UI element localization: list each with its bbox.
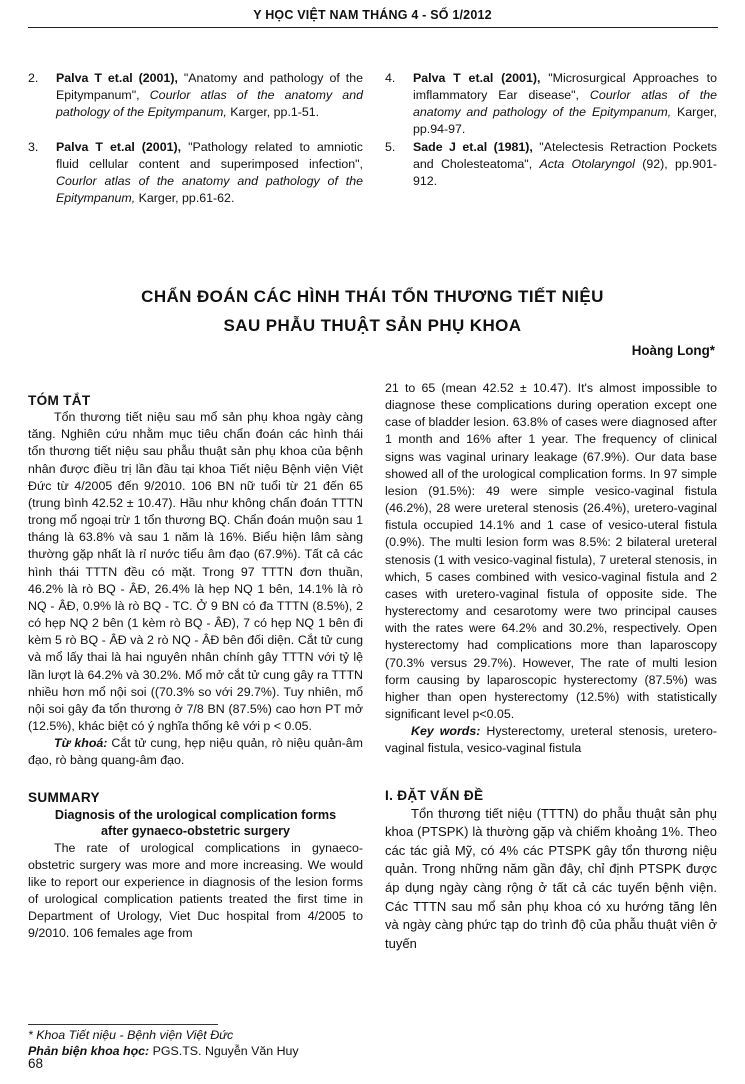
- reference-author: Palva T et.al (2001),: [56, 140, 182, 154]
- reference-journal: Courlor atlas of the anatomy and pathology of the Epitympanum,: [56, 174, 363, 206]
- abstract-heading: TÓM TẮT: [28, 393, 91, 408]
- keywords-text: Hysterectomy, ureteral stenosis, uretero-vaginal fistula, vesico-vaginal fistula: [385, 724, 717, 756]
- keywords-label: Từ khoá:: [54, 736, 108, 751]
- page-number: 68: [28, 1056, 44, 1071]
- summary-keywords: [385, 723, 717, 757]
- summary-subtitle-line-2: after gynaeco-obstetric surgery: [101, 824, 290, 839]
- article-title-line-2: SAU PHẪU THUẬT SẢN PHỤ KHOA: [223, 316, 522, 335]
- left-column: [28, 392, 363, 943]
- abstract-keywords: [28, 735, 363, 769]
- reference-pages: Karger, pp.61-62.: [135, 191, 235, 206]
- footnote-affiliation: * Khoa Tiết niệu - Bệnh viện Việt Đức: [28, 1028, 234, 1042]
- running-head: Y HỌC VIỆT NAM THÁNG 4 - SỐ 1/2012: [253, 8, 492, 22]
- reference-author: Sade J et.al (1981),: [413, 140, 533, 154]
- article-title-line-1: CHẨN ĐOÁN CÁC HÌNH THÁI TỔN THƯƠNG TIẾT NIỆU: [141, 287, 604, 306]
- abstract-body: Tổn thương tiết niệu sau mổ sản phụ khoa ngày càng tăng. Nghiên cứu nhằm mục tiêu chẩn đoán các hình thái tổn thương tiết niệu sau phẫu thuật sản phụ khoa của bệnh nhân được điều trị lần đầu tại khoa Tiết niệu Bệnh viện Việt Đức từ 4/2005 đến 9/2010. 106 BN nữ tuổi từ 21 đến 65 (trung bình 42.52 ± 10.47). Hầu như không chẩn đoán TTTN trong mổ ngoại trừ 1 tổn thương BQ. Chẩn đoán muộn sau 1 tháng là 63.8% và sau 1 năm là 16%. Biểu hiện lâm sàng thường gặp nhất là rỉ nước tiểu âm đạo (67.9%). Tất cả các hình thái TTTN đều có mặt. Trong 97 TTTN đơn thuần, 46.2% là rò BQ - ÂĐ, 26.4% là hẹp NQ 1 bên, 14.1% là rò NQ - ÂĐ, 0.9% là rò BQ - TC. Ở 9 BN có đa TTTN (8.5%), 2 có hẹp NQ 2 bên (1 kèm rò BQ - ÂĐ), 7 có hẹp NQ 1 bên đi kèm 5 rò BQ - ÂĐ và 2 rò NQ - ÂĐ bên đối diện. Cắt tử cung và mổ lấy thai là hai nguyên nhân chính gây TTTN với tỷ lệ lần lượt là 64.2% và 30.2%. Mổ mở cắt tử cung gây ra TTTN nhiều hơn mổ nội soi ((70.3% so với 29.7%). Tuy nhiên, mổ nội soi gây đa tổn thương ở 7/8 BN (87.5%) cao hơn PT mở (12.5%), khác biệt có ý nghĩa thống kê với p < 0.05.: [28, 410, 363, 733]
- reference-journal: Courlor atlas of the anatomy and pathology of the Epitympanum,: [413, 88, 718, 120]
- reference-number: 2.: [28, 71, 39, 85]
- reference-title: "Atelectesis Retraction Pockets and Cholesteatoma",: [413, 140, 718, 172]
- reference-journal: Courlor atlas of the anatomy and pathology of the Epitympanum,: [56, 88, 363, 120]
- keywords-label: Key words:: [411, 724, 481, 739]
- article-author: Hoàng Long*: [631, 343, 715, 358]
- intro-heading: I. ĐẶT VẤN ĐỀ: [385, 788, 484, 804]
- reference-item: [28, 139, 363, 207]
- reference-title: "Microsurgical Approaches to imflammatory Ear disease",: [413, 71, 717, 103]
- reference-number: 4.: [385, 71, 396, 85]
- reference-author: Palva T et.al (2001),: [413, 71, 541, 85]
- reviewer-name: PGS.TS. Nguyễn Văn Huy: [149, 1044, 299, 1058]
- reference-number: 5.: [385, 140, 396, 154]
- summary-body-left: The rate of urological complications in gynaeco-obstetric surgery was more and more increasing. We would like to report our experience in diagnosis of the lesion forms of urological complication patients treated the first time in Department of Urology, Viet Duc hospital from 4/2005 to 9/2010. 106 females age from: [28, 840, 363, 941]
- intro-body: Tổn thương tiết niệu (TTTN) do phẫu thuật sản phụ khoa (PTSPK) là thường gặp và chiếm khoảng 1%. Theo các tác giả Mỹ, có 4% các PTSPK gây tổn thương niệu quản. Trong những năm gần đây, chỉ định PTSPK được áp dụng ngày càng rộng ở tất cả các tuyến bệnh viện. Các TTTN sau mổ sản phụ khoa có xu hướng tăng lên và ngày càng phức tạp do trình độ của phẫu thuật viên ở tuyến: [385, 805, 717, 951]
- reference-pages: Karger, pp.1-51.: [226, 105, 320, 120]
- footnote-reviewer: [28, 1044, 299, 1058]
- reference-author: Palva T et.al (2001),: [56, 71, 178, 85]
- header-rule: [28, 27, 718, 28]
- reference-item: [385, 139, 717, 190]
- reference-pages: (92), pp.901-912.: [413, 157, 717, 189]
- reference-number: 3.: [28, 140, 39, 154]
- reference-pages: Karger, pp.94-97.: [413, 105, 717, 137]
- summary-subtitle-line-1: Diagnosis of the urological complication forms: [54, 807, 337, 822]
- summary-body-right: 21 to 65 (mean 42.52 ± 10.47). It's almost impossible to diagnose these complications during operation except one case of bladder lesion. 63.8% of cases were diagnosed after 1 month and 16% after 1 year. The frequency of clinical signs was vaginal urinary leakage (67.9%). Our data base showed all of the urological complication forms. In 97 simple lesion (91.5%): 49 were simple vesico-vaginal fistula (46.2%), 28 were ureteral stenosis (26.4%), uretero-vaginal fistula occupied 14.1% and 1 case of vesico-uteral fistula (0.9%). The multi lesion form was 8.5%: 2 bilateral ureteral stenosis (1 with vesico-vaginal fistula), 7 ureteral stenosis, in which, 5 cases combined with vesico-vaginal fistula and 2 cases with uretero-vaginal fistula of opposite side. The hysterectomy and cesarotomy were two principal causes with the rates were 64.2% and 30.2%, respectively. Open hysterectomy had complications more than laparoscopy (70.3% versus 29.7%). However, The rate of multi lesion form causing by laparoscopic hysterectomy (87.5%) was higher than open hysterectomy (12.5%) with statistically significant level p<0.05.: [385, 381, 717, 721]
- reference-title: "Pathology related to amniotic fluid cellular content and superimposed infection",: [56, 140, 363, 172]
- footnote-rule: [28, 1024, 218, 1025]
- reviewer-label: Phản biện khoa học:: [28, 1044, 150, 1058]
- summary-heading: SUMMARY: [28, 790, 100, 806]
- reference-title: "Anatomy and pathology of the Epitympanum",: [56, 71, 363, 103]
- reference-item: [28, 70, 363, 121]
- right-column: [385, 380, 717, 953]
- reference-journal: Acta Otolaryngol: [539, 157, 635, 172]
- reference-item: [385, 70, 717, 138]
- keywords-text: Cắt tử cung, hẹp niệu quản, rò niệu quản-âm đạo, rò bàng quang-âm đạo.: [28, 736, 363, 768]
